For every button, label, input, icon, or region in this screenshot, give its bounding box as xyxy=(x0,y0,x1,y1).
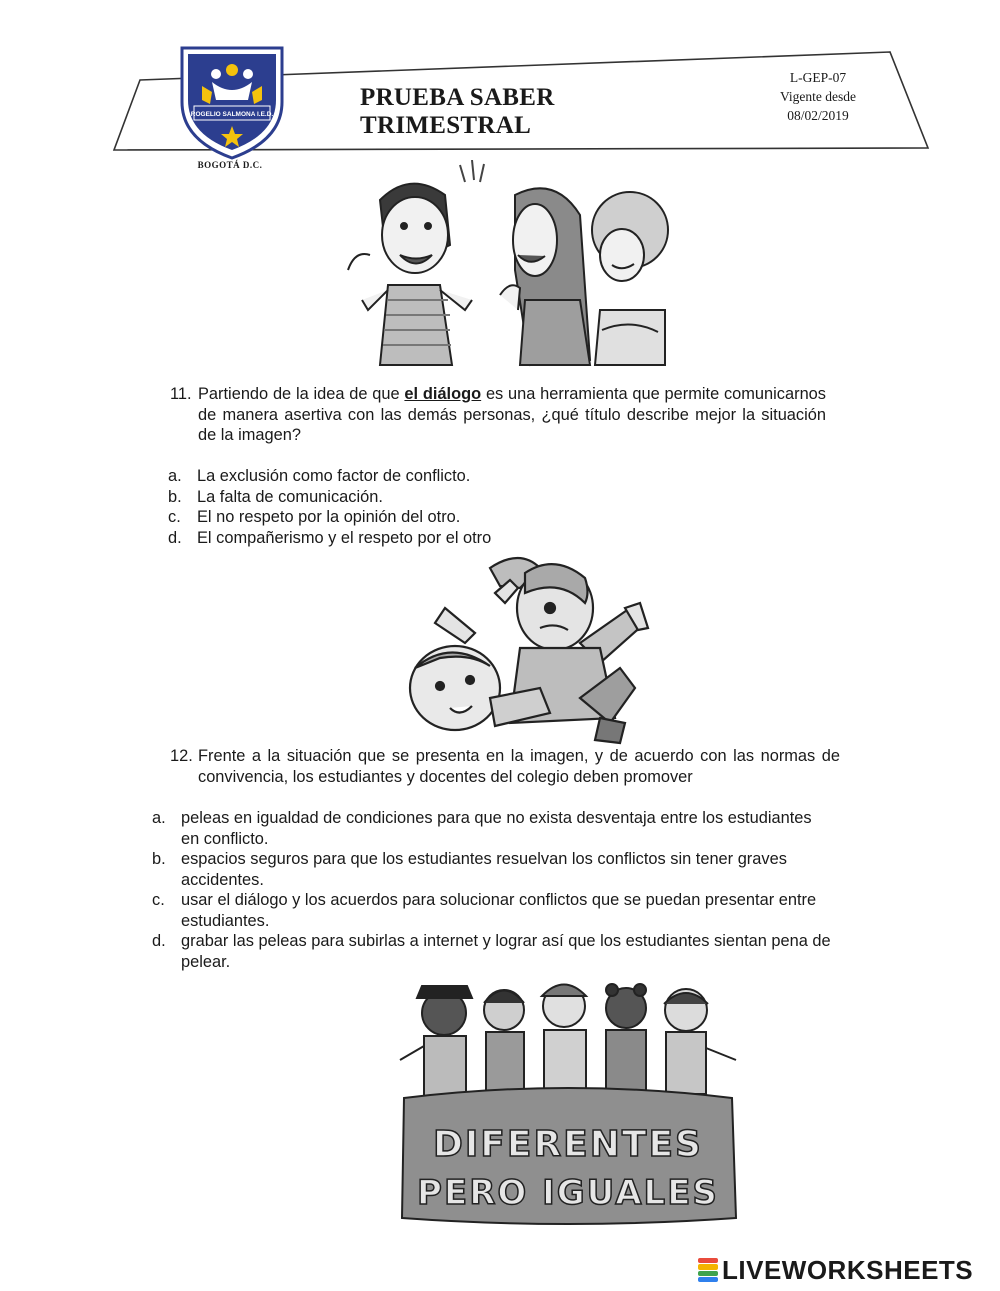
option-letter: c. xyxy=(168,508,181,526)
option-text: El compañerismo y el respeto por el otro xyxy=(197,528,492,547)
liveworksheets-brand xyxy=(698,1255,973,1285)
kids-fighting-image xyxy=(400,548,660,746)
page-title: PRUEBA SABER TRIMESTRAL xyxy=(360,84,555,139)
logo-caption: BOGOTÁ D.C. xyxy=(197,160,263,170)
option-letter: c. xyxy=(152,891,165,909)
question-12 xyxy=(170,746,840,787)
question-number: 12. xyxy=(170,747,193,765)
brand-name: LIVEWORKSHEETS xyxy=(722,1254,974,1285)
question-emphasis: el diálogo xyxy=(404,385,482,403)
valid-date: 08/02/2019 xyxy=(787,108,849,123)
question-12-options xyxy=(152,808,832,972)
option-c[interactable] xyxy=(152,890,832,931)
option-letter: d. xyxy=(168,528,182,547)
option-text: El no respeto por la opinión del otro. xyxy=(197,508,461,526)
question-text-part: Partiendo de la idea de que xyxy=(198,385,400,403)
option-text: La falta de comunicación. xyxy=(197,487,383,506)
option-text: usar el diálogo y los acuerdos para solucionar conflictos que se puedan presentar entre estudiantes. xyxy=(181,891,817,930)
option-text: peleas en igualdad de condiciones para que no exista desventaja entre los estudiantes en conflicto. xyxy=(181,809,812,848)
option-a[interactable] xyxy=(168,466,828,487)
option-letter: b. xyxy=(152,850,166,868)
question-text: Frente a la situación que se presenta en la imagen, y de acuerdo con las normas de convivencia, los estudiantes y docentes del colegio deben promover xyxy=(198,747,840,786)
option-d[interactable] xyxy=(168,528,828,549)
option-b[interactable] xyxy=(152,849,832,890)
question-11 xyxy=(170,384,826,446)
option-letter: b. xyxy=(168,487,182,506)
option-letter: d. xyxy=(152,932,166,950)
option-b[interactable] xyxy=(168,487,828,508)
banner-line-1: DIFERENTES xyxy=(433,1124,703,1165)
option-text: La exclusión como factor de conflicto. xyxy=(197,467,471,485)
option-letter: a. xyxy=(168,467,182,485)
question-text-part: es una herramienta que permite comunicarnos de manera asertiva con las demás personas, ¿qué título describe mejor la situación de la imagen? xyxy=(198,385,826,444)
banner-line-2: PERO IGUALES xyxy=(417,1173,719,1213)
girls-talking-image xyxy=(340,160,670,375)
logo-text: ROGELIO SALMONA I.E.D. xyxy=(190,111,274,118)
diferentes-pero-iguales-image xyxy=(392,968,744,1230)
option-d[interactable] xyxy=(152,931,832,972)
question-text xyxy=(198,384,826,446)
brand-logo-icon xyxy=(698,1258,718,1282)
valid-label: Vigente desde xyxy=(779,89,857,104)
document-code: L-GEP-07 xyxy=(789,70,847,85)
option-text: grabar las peleas para subirlas a internet y lograr así que los estudiantes sientan pena de pelear. xyxy=(181,932,831,971)
question-number: 11. xyxy=(170,385,192,403)
question-11-options xyxy=(168,466,828,548)
option-c[interactable] xyxy=(168,507,828,528)
option-letter: a. xyxy=(152,809,166,827)
document-meta xyxy=(768,68,868,125)
option-text: espacios seguros para que los estudiantes resuelvan los conflictos sin tener graves accidentes. xyxy=(181,850,787,889)
option-a[interactable] xyxy=(152,808,832,849)
school-logo xyxy=(172,40,292,175)
